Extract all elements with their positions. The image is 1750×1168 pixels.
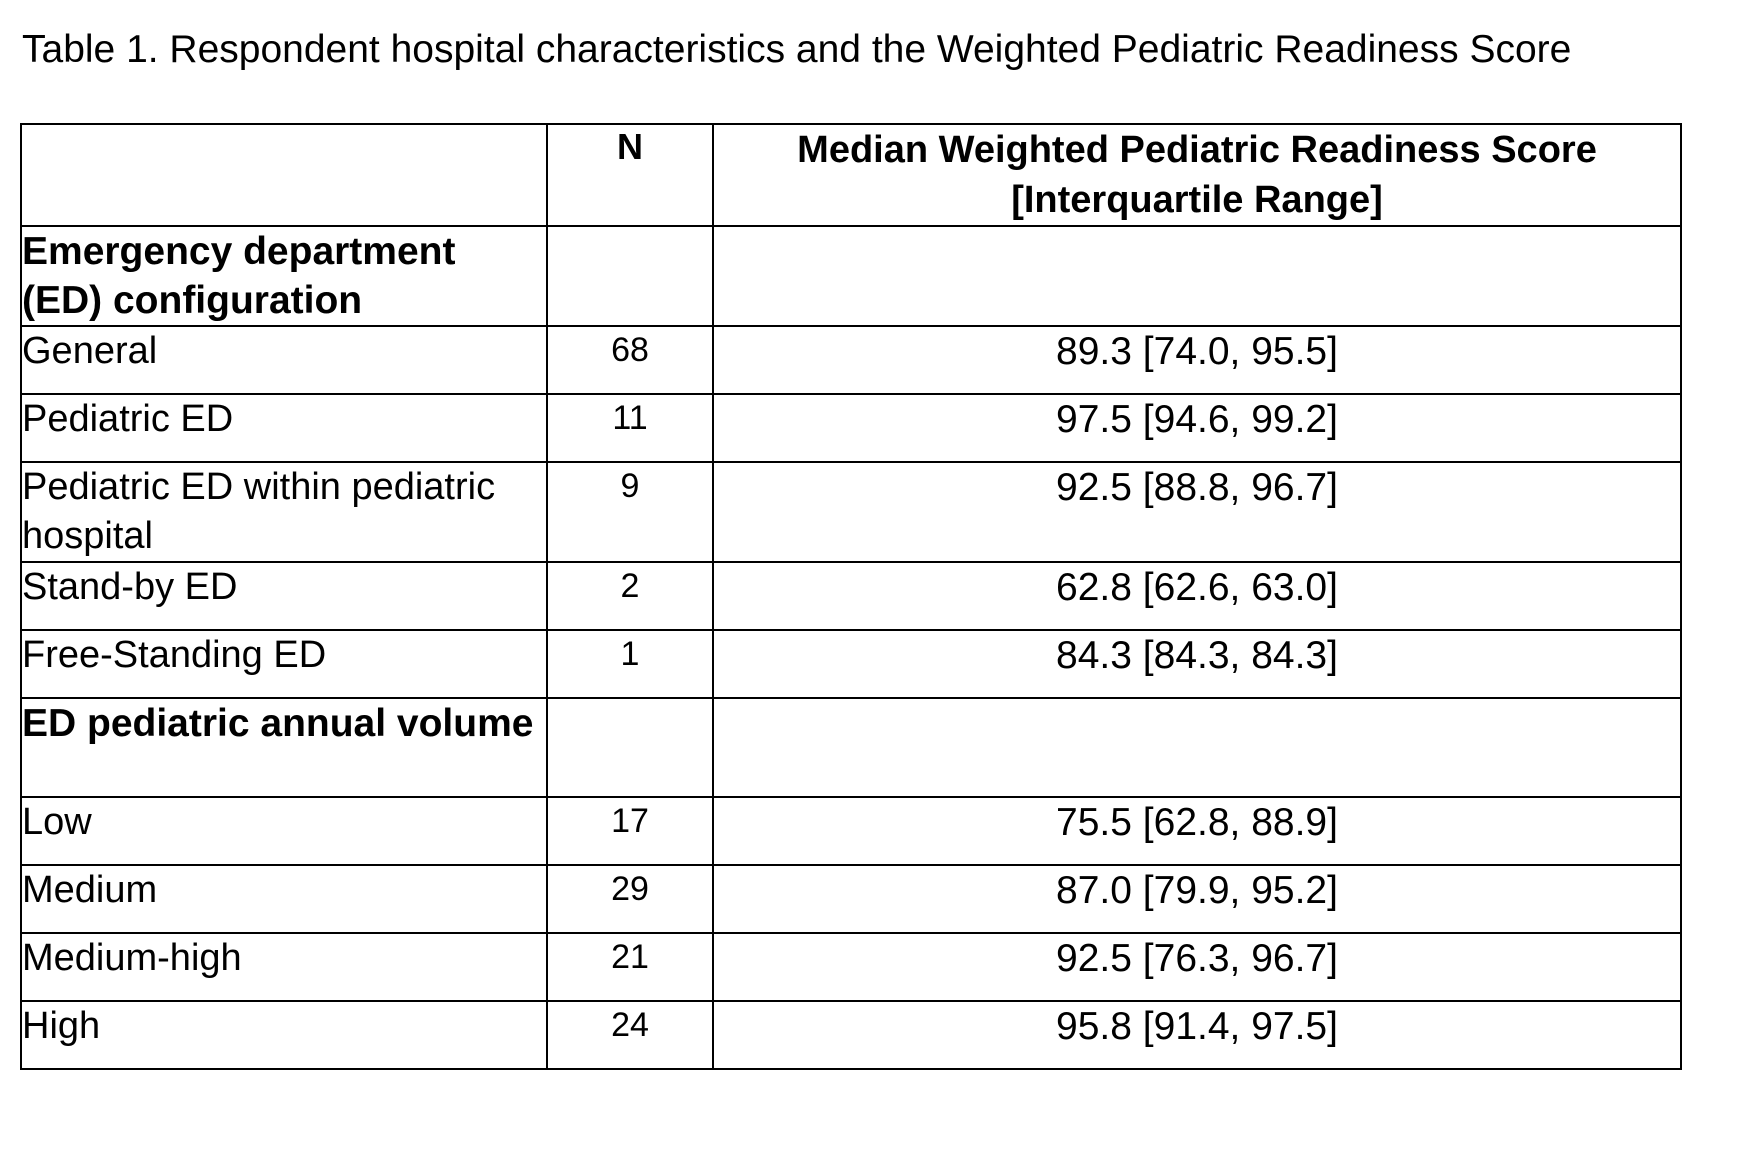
section-score-empty [713,698,1681,797]
row-label: Medium-high [21,933,547,1001]
table-caption: Table 1. Respondent hospital characteristics and the Weighted Pediatric Readiness Score [22,28,1572,71]
row-score: 62.8 [62.6, 63.0] [713,562,1681,630]
section-score-empty [713,226,1681,326]
table-row [21,630,1681,698]
row-score: 87.0 [79.9, 95.2] [713,865,1681,933]
table-row [21,562,1681,630]
table-row [21,462,1681,562]
row-n: 1 [547,630,713,698]
characteristics-table [20,123,1682,1070]
row-n: 17 [547,797,713,865]
row-score: 89.3 [74.0, 95.5] [713,326,1681,394]
row-label: General [21,326,547,394]
row-label: Pediatric ED [21,394,547,462]
table-row [21,865,1681,933]
row-n: 21 [547,933,713,1001]
section-n-empty [547,226,713,326]
table-header-row [21,124,1681,226]
row-n: 11 [547,394,713,462]
table-row [21,394,1681,462]
row-score: 92.5 [88.8, 96.7] [713,462,1681,562]
row-label: Free-Standing ED [21,630,547,698]
row-n: 29 [547,865,713,933]
table-row [21,797,1681,865]
header-n: N [547,124,713,226]
row-score: 75.5 [62.8, 88.9] [713,797,1681,865]
section-row-ed-configuration [21,226,1681,326]
row-n: 2 [547,562,713,630]
row-score: 92.5 [76.3, 96.7] [713,933,1681,1001]
section-label: Emergency department (ED) configuration [21,226,547,326]
row-score: 95.8 [91.4, 97.5] [713,1001,1681,1069]
row-label: Low [21,797,547,865]
table-row [21,1001,1681,1069]
section-n-empty [547,698,713,797]
row-n: 9 [547,462,713,562]
row-label: Stand-by ED [21,562,547,630]
header-characteristic [21,124,547,226]
row-label: Medium [21,865,547,933]
row-score: 97.5 [94.6, 99.2] [713,394,1681,462]
table-row [21,326,1681,394]
row-n: 24 [547,1001,713,1069]
row-label: Pediatric ED within pediatric hospital [21,462,547,562]
section-label: ED pediatric annual volume [21,698,547,797]
row-label: High [21,1001,547,1069]
table-row [21,933,1681,1001]
header-score: Median Weighted Pediatric Readiness Score [Interquartile Range] [713,124,1681,226]
row-score: 84.3 [84.3, 84.3] [713,630,1681,698]
section-row-annual-volume [21,698,1681,797]
row-n: 68 [547,326,713,394]
